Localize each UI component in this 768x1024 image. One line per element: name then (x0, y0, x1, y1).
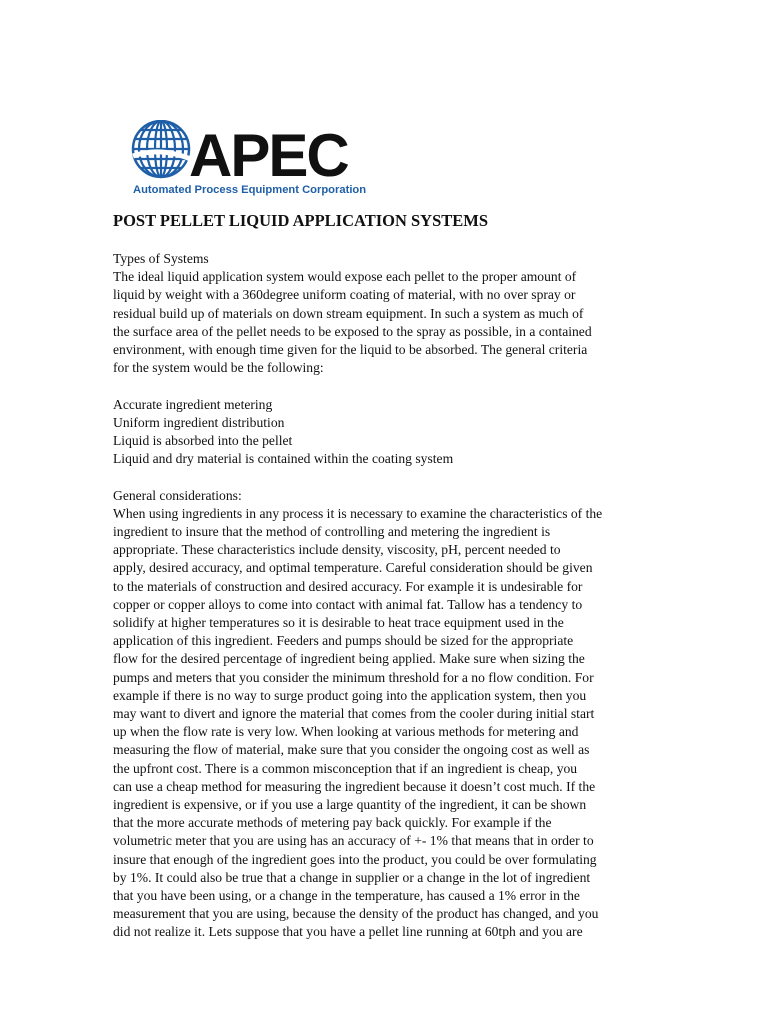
paragraph-line: When using ingredients in any process it is necessary to examine the characteristics of the (113, 505, 603, 521)
paragraph-line: residual build up of materials on down stream equipment. In such a system as much of (113, 305, 584, 321)
paragraph-line: that you have been using, or a change in the temperature, has caused a 1% error in the (113, 888, 580, 904)
paragraph-line: measurement that you are using, because the density of the product has changed, and you (113, 906, 599, 922)
section-heading: General considerations: (113, 487, 242, 503)
paragraph-line: solidify at higher temperatures so it is desirable to heat trace equipment used in the (113, 615, 564, 631)
criteria-item: Uniform ingredient distribution (113, 414, 285, 430)
paragraph-line: the upfront cost. There is a common misconception that if an ingredient is cheap, you (113, 760, 578, 776)
criteria-item: Liquid is absorbed into the pellet (113, 433, 293, 449)
paragraph-line: to the materials of construction and desired accuracy. For example it is undesirable for (113, 578, 583, 594)
paragraph-line: copper or copper alloys to come into contact with animal fat. Tallow has a tendency to (113, 596, 583, 612)
paragraph-line: The ideal liquid application system would expose each pellet to the proper amount of (113, 269, 577, 285)
paragraph-line: application of this ingredient. Feeders and pumps should be sized for the appropriate (113, 633, 574, 649)
section-general-considerations (113, 487, 661, 942)
logo-wordmark: APEC (189, 122, 348, 189)
paragraph-line: environment, with enough time given for the liquid to be absorbed. The general criteria (113, 342, 588, 358)
paragraph-line: that the more accurate methods of metering pay back quickly. For example if the (113, 815, 552, 831)
paragraph-line: volumetric meter that you are using has an accuracy of +- 1% that means that in order to (113, 833, 594, 849)
paragraph-line: did not realize it. Lets suppose that you have a pellet line running at 60tph and you are (113, 924, 583, 940)
paragraph-line: ingredient is expensive, or if you use a large quantity of the ingredient, it can be shown (113, 797, 587, 813)
apec-logo-graphic (131, 120, 371, 198)
document-body (113, 210, 661, 960)
criteria-list (113, 396, 661, 469)
globe-icon (131, 120, 193, 178)
paragraph-line: liquid by weight with a 360degree uniform coating of material, with no over spray or (113, 287, 576, 303)
paragraph-line: insure that enough of the ingredient goes into the product, you could be over formulating (113, 851, 597, 867)
document-title: POST PELLET LIQUID APPLICATION SYSTEMS (113, 211, 489, 230)
paragraph-line: example if there is no way to surge product going into the application system, then you (113, 687, 587, 703)
paragraph-line: measuring the flow of material, make sure that you consider the ongoing cost as well as (113, 742, 590, 758)
paragraph-line: for the system would be the following: (113, 360, 324, 376)
section-heading: Types of Systems (113, 251, 209, 266)
paragraph-line: by 1%. It could also be true that a change in supplier or a change in the lot of ingredient (113, 869, 591, 885)
criteria-item: Liquid and dry material is contained within the coating system (113, 451, 454, 467)
apec-logo (131, 120, 371, 198)
paragraph-line: ingredient to insure that the method of controlling and metering the ingredient is (113, 524, 551, 540)
paragraph-line: flow for the desired percentage of ingredient being applied. Make sure when sizing the (113, 651, 585, 667)
paragraph-line: up when the flow rate is very low. When looking at various methods for metering and (113, 724, 579, 740)
paragraph-line: appropriate. These characteristics include density, viscosity, pH, percent needed to (113, 542, 561, 558)
paragraph-line: can use a cheap method for measuring the ingredient because it doesn’t cost much. If the (113, 778, 596, 794)
paragraph-line: the surface area of the pellet needs to be exposed to the spray as possible, in a contained (113, 323, 592, 339)
logo-tagline: Automated Process Equipment Corporation (133, 184, 367, 196)
section-types-of-systems (113, 250, 661, 377)
paragraph-line: may want to divert and ignore the material that comes from the cooler during initial start (113, 706, 595, 722)
paragraph-line: apply, desired accuracy, and optimal temperature. Careful consideration should be given (113, 560, 593, 576)
criteria-item: Accurate ingredient metering (113, 396, 273, 412)
paragraph-line: pumps and meters that you consider the minimum threshold for a no flow condition. For (113, 669, 594, 685)
